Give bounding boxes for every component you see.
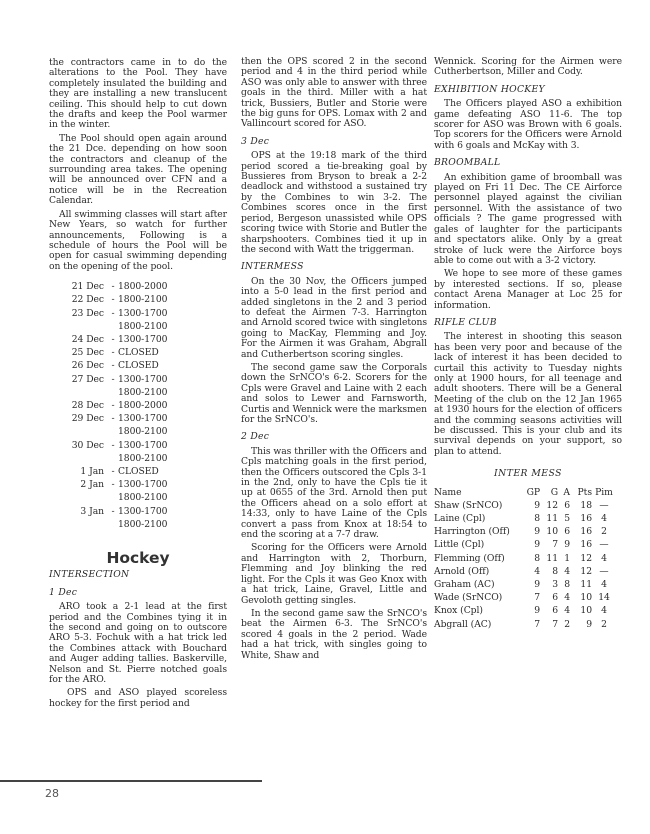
cell-name: Little (Cpl) xyxy=(434,539,485,551)
header-gp: GP xyxy=(526,486,540,498)
page-number: 28 xyxy=(45,787,59,800)
stats-table-title: INTER MESS xyxy=(494,468,562,480)
schedule-times xyxy=(118,412,167,438)
schedule-times xyxy=(118,359,159,372)
schedule-row xyxy=(49,373,227,399)
rifle-paragraph: The interest in shooting this season has been very poor and because of the lack of interest it has been decided to curtail this activity to Tuesday nights only at 1900 hours, for all teenage and adult shooters. There will be a General Meeting of the club on the 12 Jan 1965 at 1930 hours for the election of officers and the comming seasons activities will be discussed. This is your club and its survival depends on your support, so plan to attend. xyxy=(434,331,622,457)
schedule-times xyxy=(118,505,167,531)
subheading-date: 1 Dec xyxy=(49,586,78,598)
footer-rule xyxy=(0,780,262,782)
schedule-row xyxy=(49,307,227,333)
schedule-dash: - xyxy=(111,399,115,411)
cell-pts: 12 xyxy=(580,552,592,564)
cell-gp: 9 xyxy=(534,526,540,538)
schedule-times xyxy=(118,465,159,478)
schedule-day: 29 Dec xyxy=(71,413,104,425)
cell-gp: 9 xyxy=(534,605,540,617)
schedule-time: 1800-2100 xyxy=(118,426,168,438)
hockey-paragraph: In the second game saw the SrNCO's beat the Airmen 6-3. The SrNCO's scored 4 goals in the 2 period. Wade had a hat trick, with singles going to White, Shaw and xyxy=(241,607,427,661)
stats-table-header-row xyxy=(434,486,616,499)
schedule-time: 1800-2000 xyxy=(118,281,168,293)
cell-g: 11 xyxy=(546,552,558,564)
schedule-dash: - xyxy=(111,479,115,491)
cell-a: 6 xyxy=(564,526,570,538)
schedule-time: 1800-2000 xyxy=(118,399,168,411)
schedule-dash: - xyxy=(111,360,115,372)
schedule-time: 1300-1700 xyxy=(118,439,168,451)
cell-a: 6 xyxy=(564,499,570,511)
hockey-paragraph: The second game saw the Corporals down the SrNCO's 6-2. Scorers for the Cpls were Gravel and Laine with 2 each and solos to Lewer and Farnsworth, Curtis and Wennick were the marksmen for the SrNCO's. xyxy=(241,361,427,425)
schedule-dash: - xyxy=(111,465,115,477)
schedule-dash: - xyxy=(111,281,115,293)
table-row xyxy=(434,618,616,631)
schedule-row xyxy=(49,505,227,531)
schedule-time: 1800-2100 xyxy=(118,452,168,464)
schedule-dash: - xyxy=(111,413,115,425)
cell-gp: 9 xyxy=(534,499,540,511)
cell-gp: 9 xyxy=(534,579,540,591)
cell-a: 1 xyxy=(564,552,570,564)
schedule-dash: - xyxy=(111,439,115,451)
schedule-row xyxy=(49,439,227,465)
stats-table xyxy=(434,486,616,631)
schedule-time: 1800-2100 xyxy=(118,386,168,398)
schedule-row xyxy=(49,478,227,504)
schedule-time: 1800-2100 xyxy=(118,492,168,504)
cell-pim: — xyxy=(599,499,609,511)
cell-pim: 4 xyxy=(601,605,607,617)
schedule-row xyxy=(49,346,227,359)
pool-paragraph: The Pool should open again around the 21 Dce. depending on how soon the contractors and cleanup of the surrounding area takes. The opening will be announced over CFN and a notice will be in the Recreation Calendar. xyxy=(49,132,227,207)
cell-name: Abgrall (AC) xyxy=(434,618,492,630)
header-name: Name xyxy=(434,486,462,498)
schedule-times xyxy=(118,307,167,333)
cell-g: 11 xyxy=(546,513,558,525)
table-row xyxy=(434,525,616,538)
schedule-times xyxy=(118,373,167,399)
cell-name: Flemming (Off) xyxy=(434,552,505,564)
cell-pts: 9 xyxy=(586,618,592,630)
cell-name: Harrington (Off) xyxy=(434,526,510,538)
schedule-time: 1800-2100 xyxy=(118,294,168,306)
cell-gp: 8 xyxy=(534,513,540,525)
schedule-day: 27 Dec xyxy=(71,373,104,385)
schedule-times xyxy=(118,346,159,359)
table-row xyxy=(434,552,616,565)
cell-a: 4 xyxy=(564,592,570,604)
cell-g: 8 xyxy=(552,565,558,577)
cell-g: 7 xyxy=(552,618,558,630)
column-2 xyxy=(241,57,427,664)
cell-pim: 4 xyxy=(601,513,607,525)
schedule-day: 1 Jan xyxy=(80,465,104,477)
table-row xyxy=(434,604,616,617)
schedule-row xyxy=(49,293,227,306)
hockey-paragraph: OPS at the 19:18 mark of the third period scored a tie-breaking goal by Bussieres from Bryson to break a 2-2 deadlock and withstood a sustained try by the Combines to win 3-2. The Combines scores once in the first period, Bergeson unassisted while OPS scoring twice with Storie and Butler the sharpshooters. Combines tied it up in the second with Watt the triggerman. xyxy=(241,150,427,255)
schedule-time: 1300-1700 xyxy=(118,307,168,319)
subheading-rifle-club: RIFLE CLUB xyxy=(434,316,497,328)
cell-pim: 14 xyxy=(598,592,610,604)
column-3 xyxy=(434,57,622,631)
schedule-dash: - xyxy=(111,333,115,345)
broomball-paragraph: We hope to see more of these games by interested sections. If so, please contact Arena Manager at Loc 25 for information. xyxy=(434,268,622,311)
section-title-hockey: Hockey xyxy=(106,548,170,567)
table-row xyxy=(434,499,616,512)
cell-pim: — xyxy=(599,539,609,551)
schedule-time: CLOSED xyxy=(118,347,159,359)
cell-gp: 7 xyxy=(534,618,540,630)
schedule-row xyxy=(49,359,227,372)
cell-name: Laine (Cpl) xyxy=(434,513,486,525)
exhibition-paragraph: The Officers played ASO a exhibition game defeating ASO 11-6. The top scorer for ASO was Brown with 6 goals. Top scorers for the Officers were Arnold with 6 goals and McKay with 3. xyxy=(434,98,622,151)
cell-name: Wade (SrNCO) xyxy=(434,592,503,604)
cell-g: 3 xyxy=(552,579,558,591)
cell-pts: 11 xyxy=(580,579,592,591)
cell-g: 6 xyxy=(552,605,558,617)
cell-name: Shaw (SrNCO) xyxy=(434,499,503,511)
schedule-time: 1300-1700 xyxy=(118,333,168,345)
schedule-time: 1300-1700 xyxy=(118,505,168,517)
cell-a: 4 xyxy=(564,605,570,617)
table-row xyxy=(434,565,616,578)
subheading-broomball: BROOMBALL xyxy=(434,157,501,169)
header-g: G xyxy=(550,486,558,498)
cell-a: 4 xyxy=(564,565,570,577)
subheading-intermess: INTERMESS xyxy=(241,261,304,273)
pool-schedule xyxy=(49,280,227,531)
cell-gp: 4 xyxy=(534,565,540,577)
cell-gp: 9 xyxy=(534,539,540,551)
schedule-times xyxy=(118,293,167,306)
schedule-day: 25 Dec xyxy=(71,347,104,359)
cell-pim: 4 xyxy=(601,552,607,564)
schedule-time: 1300-1700 xyxy=(118,413,168,425)
schedule-dash: - xyxy=(111,294,115,306)
broomball-paragraph: An exhibition game of broomball was played on Fri 11 Dec. The CE Airforce personnel played against the civilian personnel. With the assistance of two officials ? The game progressed with gales of laughter for the participants and spectators alike. Only by a great stroke of luck were the Airforce boys able to come out with a 3-2 victory. xyxy=(434,171,622,266)
cell-pts: 10 xyxy=(580,605,592,617)
cell-name: Graham (AC) xyxy=(434,579,495,591)
hockey-paragraph: OPS and ASO played scoreless hockey for the first period and xyxy=(49,687,227,709)
schedule-dash: - xyxy=(111,347,115,359)
schedule-time: CLOSED xyxy=(118,360,159,372)
schedule-row xyxy=(49,399,227,412)
schedule-day: 30 Dec xyxy=(71,439,104,451)
cell-name: Arnold (Off) xyxy=(434,565,490,577)
schedule-day: 23 Dec xyxy=(71,307,104,319)
cell-pts: 10 xyxy=(580,592,592,604)
hockey-paragraph: This was thriller with the Officers and Cpls matching goals in the first period, then the Officers outscored the Cpls 3-1 in the 2nd, only to have the Cpls tie it up at 0655 of the 3rd. Arnold then put the Officers ahead on a solo effort at 14:33, only to have Laine of the Cpls convert a pass from Knox at 18:54 to end the scoring at a 7-7 draw. xyxy=(241,445,427,541)
schedule-day: 3 Jan xyxy=(80,505,104,517)
schedule-day: 26 Dec xyxy=(71,360,104,372)
cell-a: 2 xyxy=(564,618,570,630)
cell-g: 10 xyxy=(546,526,558,538)
hockey-paragraph: ARO took a 2-1 lead at the first period and the Combines tying it in the second and going on to outscore ARO 5-3. Fochuk with a hat trick led the Combines attack with Bouchard and Auger adding tallies. Baskerville, Nelson and St. Pierre notched goals for the ARO. xyxy=(49,601,227,686)
schedule-times xyxy=(118,439,167,465)
cell-pts: 16 xyxy=(580,513,592,525)
schedule-day: 22 Dec xyxy=(71,294,104,306)
schedule-day: 2 Jan xyxy=(80,479,104,491)
cell-a: 9 xyxy=(564,539,570,551)
cell-pts: 16 xyxy=(580,526,592,538)
header-pim: Pim xyxy=(595,486,613,498)
subheading-exhibition-hockey: EXHIBITION HOCKEY xyxy=(434,83,545,95)
cell-g: 7 xyxy=(552,539,558,551)
column-1 xyxy=(49,58,227,712)
schedule-row xyxy=(49,333,227,346)
schedule-row xyxy=(49,412,227,438)
pool-paragraph: the contractors came in to do the alterations to the Pool. They have completely insulated the building and they are installing a new translucent ceiling. This should help to cut down the drafts and keep the Pool warmer in the winter. xyxy=(49,57,227,131)
schedule-time: 1800-2100 xyxy=(118,320,168,332)
hockey-paragraph: then the OPS scored 2 in the second period and 4 in the third period while ASO was only able to answer with three goals in the third. Miller with a hat trick, Bussiers, Butler and Storie were the big guns for OPS. Lomax with 2 and Vallincourt scored for ASO. xyxy=(241,56,427,130)
schedule-time: 1800-2100 xyxy=(118,518,168,530)
cell-pim: — xyxy=(599,565,609,577)
subheading-date: 3 Dec xyxy=(241,135,270,147)
table-row xyxy=(434,578,616,591)
schedule-time: CLOSED xyxy=(118,465,159,477)
cell-gp: 7 xyxy=(534,592,540,604)
table-row xyxy=(434,512,616,525)
cell-pim: 2 xyxy=(601,618,607,630)
cell-gp: 8 xyxy=(534,552,540,564)
schedule-times xyxy=(118,333,167,346)
schedule-time: 1300-1700 xyxy=(118,373,168,385)
schedule-day: 28 Dec xyxy=(71,399,104,411)
subheading-intersection: INTERSECTION xyxy=(49,569,130,581)
cell-pim: 4 xyxy=(601,579,607,591)
schedule-day: 24 Dec xyxy=(71,333,104,345)
schedule-row xyxy=(49,280,227,293)
schedule-times xyxy=(118,280,167,293)
cell-pim: 2 xyxy=(601,526,607,538)
cell-pts: 18 xyxy=(580,499,592,511)
table-row xyxy=(434,591,616,604)
cell-g: 12 xyxy=(546,499,558,511)
hockey-paragraph: Scoring for the Officers were Arnold and Harrington with 2, Thorburn, Flemming and Joy blinking the red light. For the Cpls it was Geo Knox with a hat trick, Laine, Gravel, Little and Gevoloth getting singles. xyxy=(241,542,427,606)
schedule-times xyxy=(118,478,167,504)
schedule-times xyxy=(118,399,167,412)
schedule-dash: - xyxy=(111,373,115,385)
cell-pts: 16 xyxy=(580,539,592,551)
hockey-paragraph: Wennick. Scoring for the Airmen were Cutherbertson, Miller and Cody. xyxy=(434,56,622,78)
cell-name: Knox (Cpl) xyxy=(434,605,483,617)
cell-a: 8 xyxy=(564,579,570,591)
subheading-date: 2 Dec xyxy=(241,431,270,443)
schedule-dash: - xyxy=(111,307,115,319)
table-row xyxy=(434,538,616,551)
schedule-time: 1300-1700 xyxy=(118,479,168,491)
header-a: A xyxy=(563,486,570,498)
header-pts: Pts xyxy=(577,486,592,498)
cell-g: 6 xyxy=(552,592,558,604)
schedule-dash: - xyxy=(111,505,115,517)
pool-paragraph: All swimming classes will start after New Years, so watch for further announcements, Following is a schedule of hours the Pool will be open for casual swimming depending on the opening of the pool. xyxy=(49,208,227,272)
schedule-row xyxy=(49,465,227,478)
hockey-paragraph: On the 30 Nov, the Officers jumped into a 5-0 lead in the first period and added singletons in the 2 and 3 period to defeat the Airmen 7-3. Harrington and Arnold scored twice with singletons going to MacKay, Flemming and Joy. For the Airmen it was Graham, Abgrall and Cutherbertson scoring singles. xyxy=(241,275,427,360)
schedule-day: 21 Dec xyxy=(71,281,104,293)
cell-pts: 12 xyxy=(580,565,592,577)
cell-a: 5 xyxy=(564,513,570,525)
